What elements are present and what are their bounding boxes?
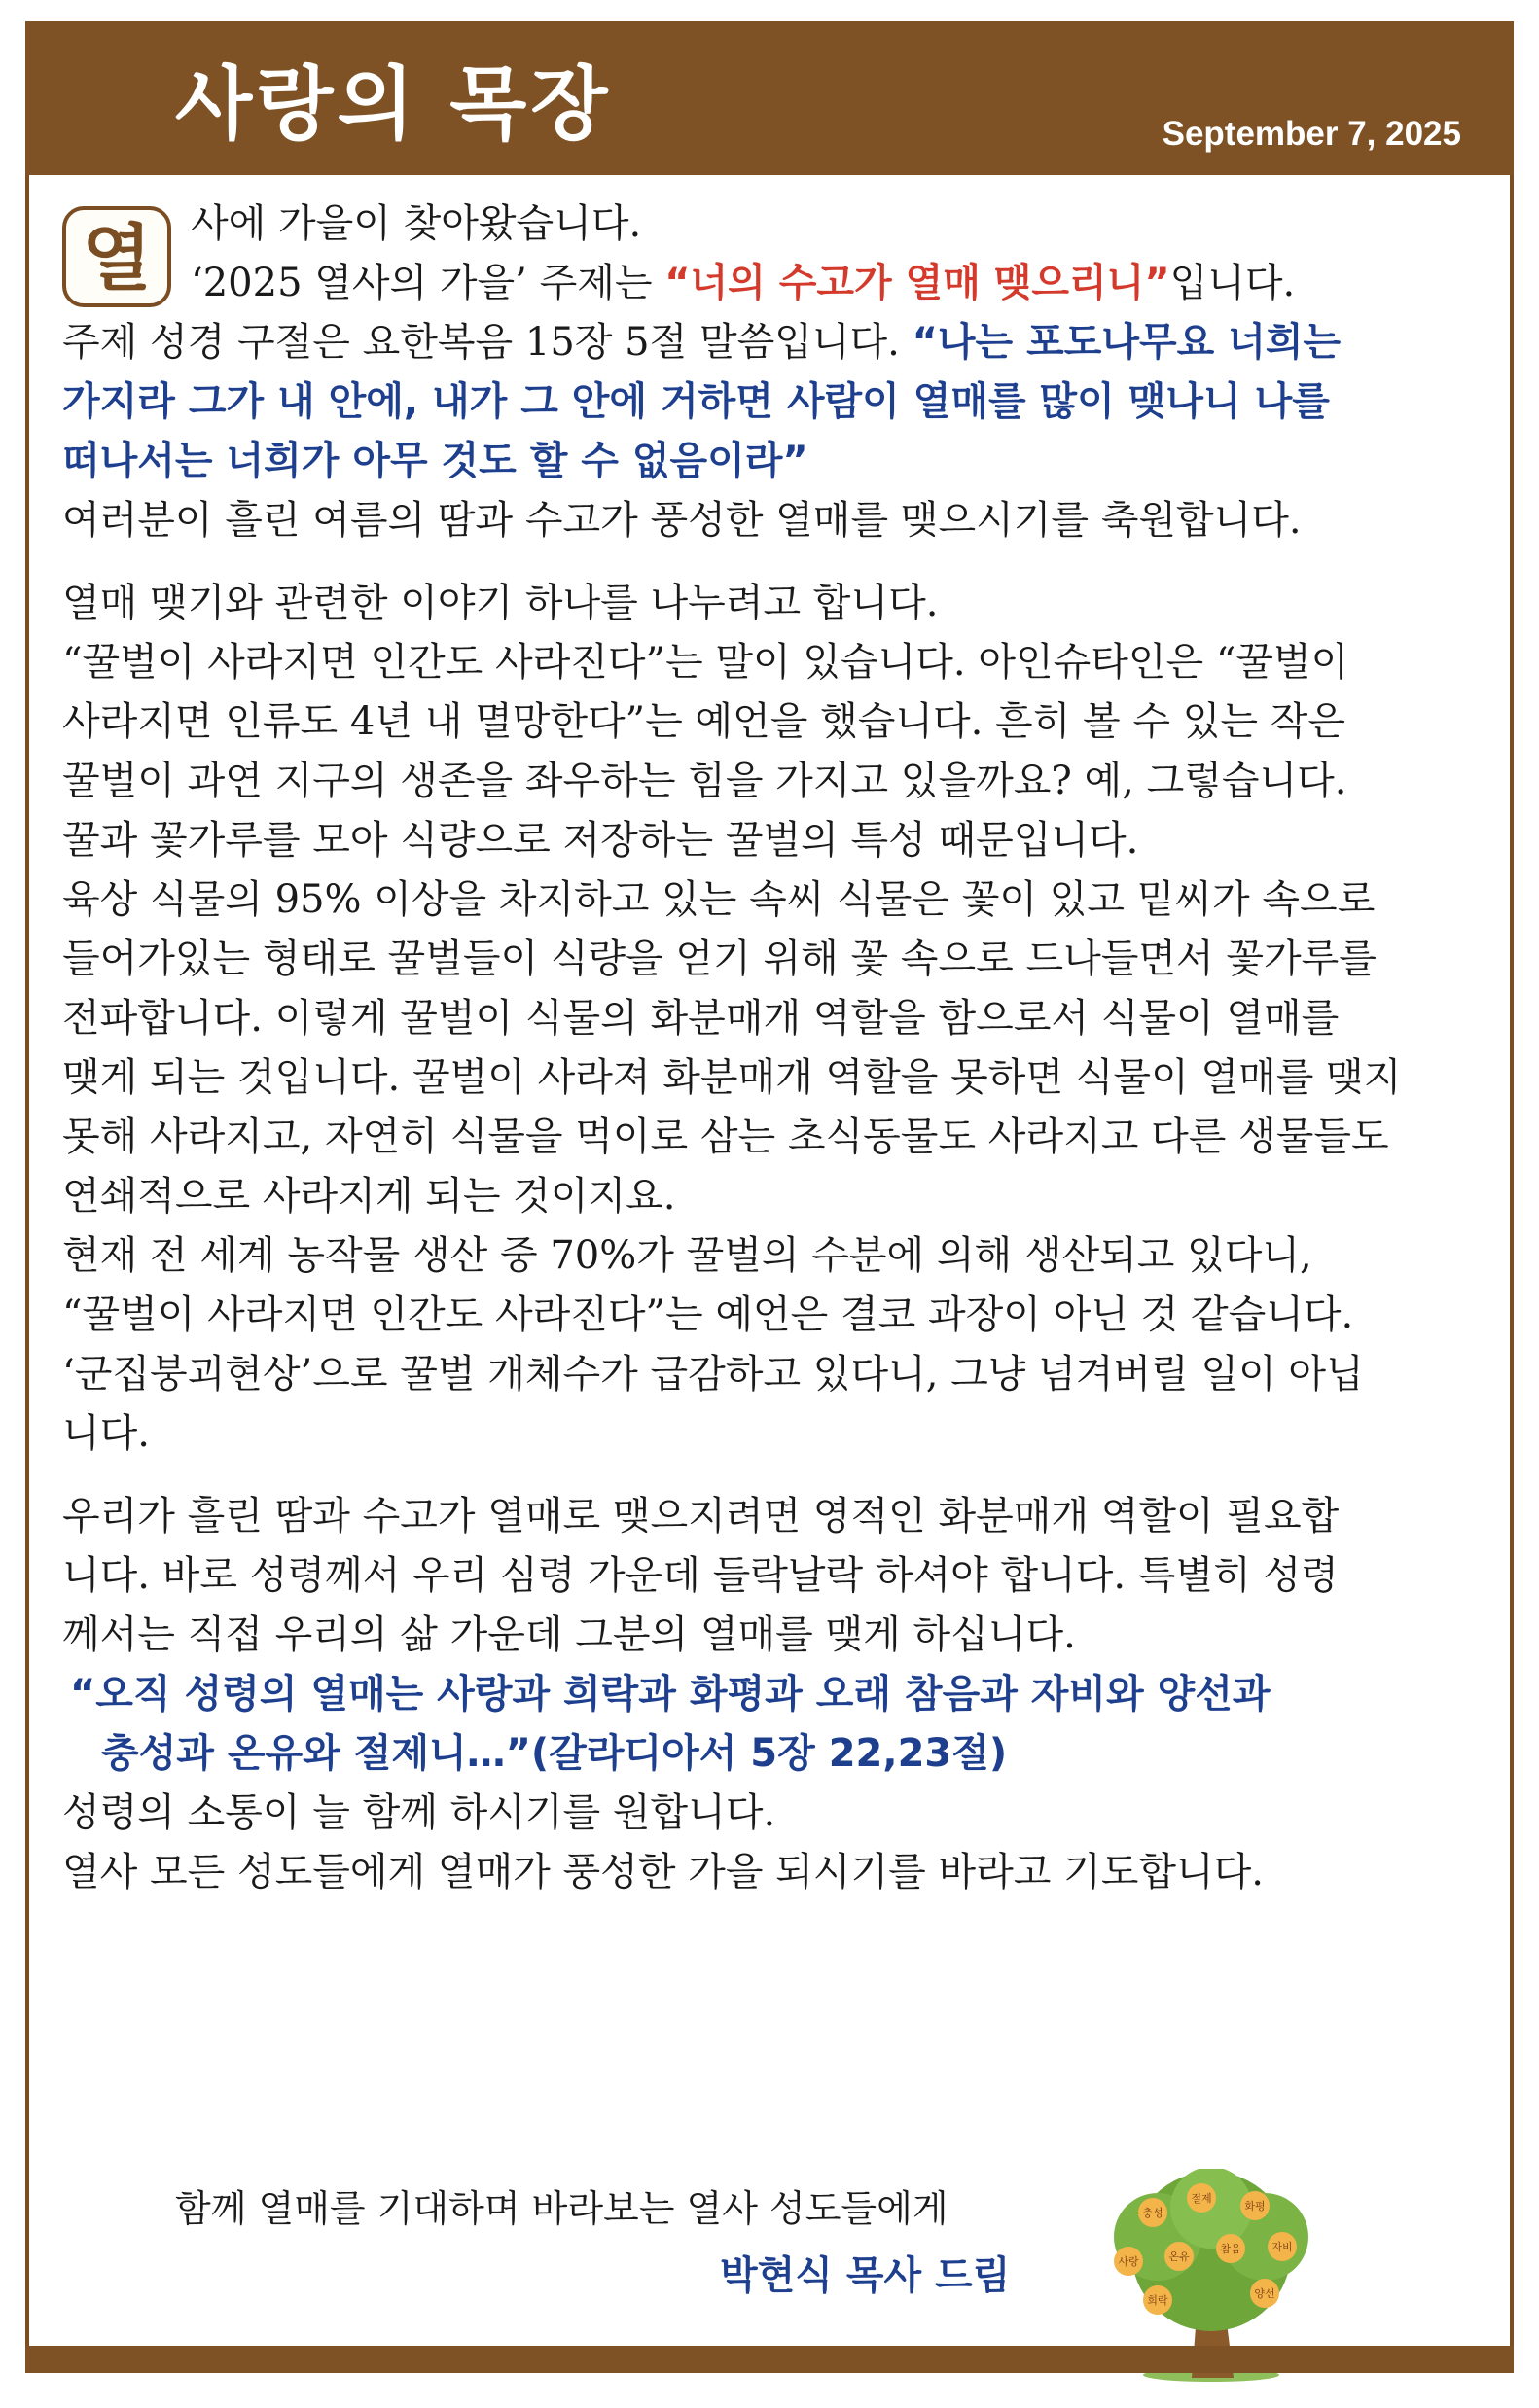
text-line: 육상 식물의 95% 이상을 차지하고 있는 속씨 식물은 꽃이 있고 밑씨가 속으로 [62, 877, 1376, 922]
text-line: 꿀벌이 과연 지구의 생존을 좌우하는 힘을 가지고 있을까요? 예, 그렇습니다. [62, 759, 1347, 803]
fruit-label: 온유 [1168, 2250, 1190, 2263]
text-line: 전파합니다. 이렇게 꿀벌이 식물의 화분매개 역할을 함으로서 식물이 열매를 [62, 996, 1340, 1041]
text-line: “꿀벌이 사라지면 인간도 사라진다”는 예언은 결코 과장이 아닌 것 같습니다. [62, 1293, 1354, 1337]
text-line: 우리가 흘린 땀과 수고가 열매로 맺으지려면 영적인 화분매개 역할이 필요합 [62, 1494, 1340, 1539]
fruit-label: 충성 [1142, 2207, 1163, 2219]
scripture-quote: “나는 포도나무요 너희는 [912, 320, 1342, 365]
signature-line: 함께 열매를 기대하며 바라보는 열사 성도들에게 [175, 2187, 948, 2230]
scripture-quote: “오직 성령의 열매는 사랑과 희락과 화평과 오래 참음과 자비와 양선과 [70, 1672, 1271, 1717]
text-line: 주제 성경 구절은 요한복음 15장 5절 말씀입니다. “나는 포도나무요 너희는 [62, 320, 1342, 365]
fruit-label: 참음 [1220, 2243, 1241, 2255]
dropcap-badge: 열 [62, 206, 171, 307]
date-label: September 7, 2025 [1162, 115, 1461, 153]
fruit-label: 양선 [1254, 2287, 1275, 2300]
scripture-quote: 가지라 그가 내 안에, 내가 그 안에 거하면 사람이 열매를 많이 맺나니 나를 [62, 379, 1330, 424]
text-line: 들어가있는 형태로 꿀벌들이 식량을 얻기 위해 꽃 속으로 드나들면서 꽃가루를 [62, 937, 1377, 981]
text-line: ‘2025 열사의 가을’ 주제는 “너의 수고가 열매 맺으리니”입니다. [191, 261, 1296, 305]
text-line: ‘군집붕괴현상’으로 꿀벌 개체수가 급감하고 있다니, 그냥 넘겨버릴 일이 아닙 [62, 1352, 1364, 1397]
text-line: “꿀벌이 사라지면 인간도 사라진다”는 말이 있습니다. 아인슈타인은 “꿀벌이 [62, 640, 1349, 685]
fruit-label: 자비 [1271, 2241, 1293, 2253]
fruit-label: 사랑 [1118, 2255, 1139, 2268]
text-line: 열사 모든 성도들에게 열매가 풍성한 가을 되시기를 바라고 기도합니다. [62, 1850, 1264, 1895]
text-line: 연쇄적으로 사라지게 되는 것이지요. [62, 1174, 676, 1219]
text-line: 열매 맺기와 관련한 이야기 하나를 나누려고 합니다. [62, 581, 939, 625]
letter-body [62, 195, 1483, 1902]
theme-highlight: “너의 수고가 열매 맺으리니” [664, 261, 1170, 305]
fruit-label: 화평 [1244, 2200, 1266, 2213]
text-line: 현재 전 세계 농작물 생산 중 70%가 꿀벌의 수분에 의해 생산되고 있다니, [62, 1233, 1312, 1278]
footer-bar [25, 2346, 1514, 2373]
page-title: 사랑의 목장 [175, 58, 612, 151]
scripture-quote: 떠나서는 너희가 아무 것도 할 수 없음이라” [62, 439, 808, 483]
text-line: 못해 사라지고, 자연히 식물을 먹이로 삼는 초식동물도 사라지고 다른 생물들도 [62, 1115, 1389, 1159]
text-line: 사에 가을이 찾아왔습니다. [191, 201, 642, 246]
text-line: 사라지면 인류도 4년 내 멸망한다”는 예언을 했습니다. 흔히 볼 수 있는 작은 [62, 699, 1346, 744]
text-line: 께서는 직접 우리의 삶 가운데 그분의 열매를 맺게 하십니다. [62, 1612, 1076, 1657]
text-line: 성령의 소통이 늘 함께 하시기를 원합니다. [62, 1790, 776, 1835]
fruit-label: 희락 [1147, 2294, 1168, 2307]
fruit-label: 절제 [1191, 2192, 1212, 2205]
scripture-quote: 충성과 온유와 절제니…”(갈라디아서 5장 22,23절) [101, 1731, 1008, 1776]
signature-name: 박현식 목사 드림 [720, 2253, 1011, 2298]
text-line: 니다. [62, 1411, 150, 1456]
text-line: 맺게 되는 것입니다. 꿀벌이 사라져 화분매개 역할을 못하면 식물이 열매를 맺지 [62, 1055, 1402, 1100]
text-line: 꿀과 꽃가루를 모아 식량으로 저장하는 꿀벌의 특성 때문입니다. [62, 818, 1139, 863]
text-line: 니다. 바로 성령께서 우리 심령 가운데 들락날락 하셔야 합니다. 특별히 성령 [62, 1553, 1339, 1598]
text-line: 여러분이 흘린 여름의 땀과 수고가 풍성한 열매를 맺으시기를 축원합니다. [62, 498, 1302, 543]
